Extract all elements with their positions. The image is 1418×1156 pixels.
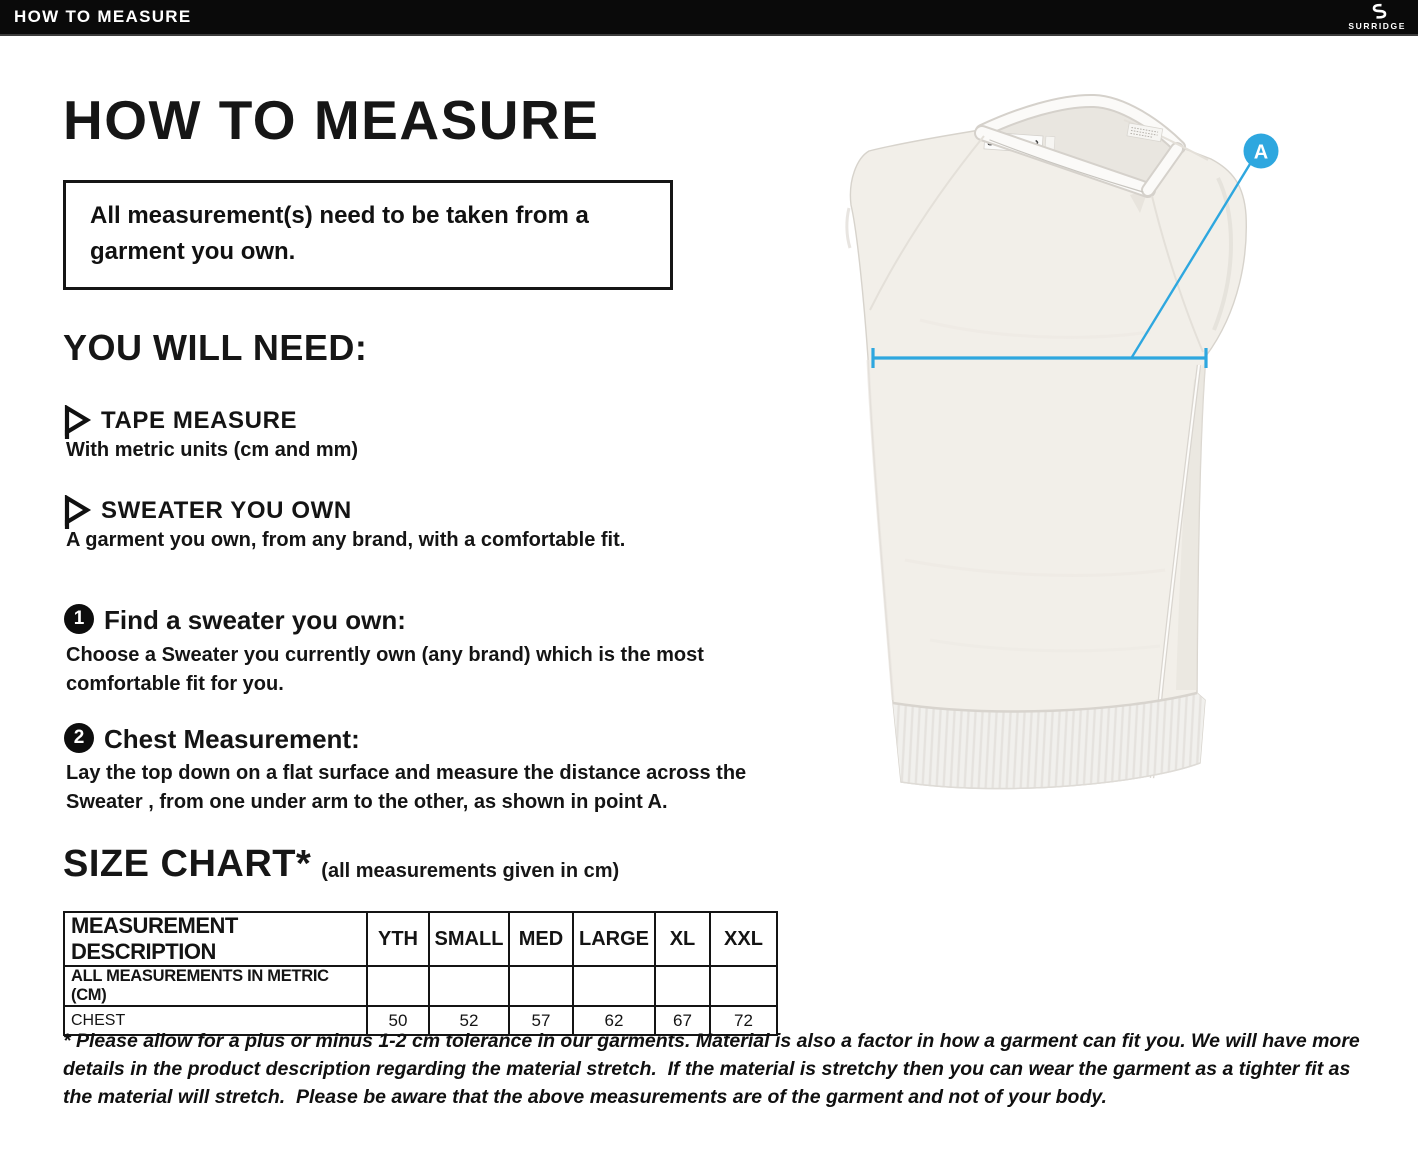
step-1-description: Choose a Sweater you currently own (any brand) which is the most comfortable fit for you.	[66, 644, 704, 695]
need-item-desc-sweater: A garment you own, from any brand, with a comfortable fit.	[66, 529, 626, 551]
step-2-description: Lay the top down on a flat surface and measure the distance across the Sweater , from one under arm to the other, as shown in point A.	[66, 762, 747, 813]
table-header-cell: XL	[655, 912, 710, 966]
need-item-title-sweater: SWEATER YOU OWN	[101, 497, 352, 524]
size-chart-note: (all measurements given in cm)	[321, 860, 620, 882]
garment-diagram	[780, 70, 1340, 840]
surridge-s-icon	[1366, 3, 1388, 21]
step-2-number-badge: 2	[64, 723, 94, 753]
top-bar	[0, 0, 1418, 36]
table-header-row	[64, 912, 777, 966]
step-2-title: Chest Measurement:	[104, 724, 360, 754]
table-header-cell: MEASUREMENT DESCRIPTION	[64, 912, 367, 966]
table-cell: CHEST	[64, 1006, 367, 1035]
table-cell: 72	[710, 1006, 777, 1035]
brand-logo-text: SURRIDGE	[1348, 21, 1406, 32]
table-cell	[429, 966, 509, 1006]
page-title: HOW TO MEASURE	[63, 89, 600, 151]
step-1-number-badge: 1	[64, 604, 94, 634]
table-row	[64, 966, 777, 1006]
table-cell: 62	[573, 1006, 655, 1035]
table-cell	[367, 966, 429, 1006]
size-chart-table	[63, 911, 778, 1036]
table-header-cell: XXL	[710, 912, 777, 966]
table-cell: ALL MEASUREMENTS IN METRIC (CM)	[64, 966, 367, 1006]
notice-text: All measurement(s) need to be taken from a garment you own.	[90, 202, 589, 265]
brand-logo	[1348, 3, 1418, 31]
table-cell: 50	[367, 1006, 429, 1035]
point-a-label: A	[1253, 141, 1269, 164]
table-cell: 67	[655, 1006, 710, 1035]
garment-neck-label-text: SURRIDGE	[987, 138, 1033, 151]
notice-box	[63, 180, 673, 290]
table-cell	[509, 966, 573, 1006]
need-item-desc-tape-measure: With metric units (cm and mm)	[66, 439, 359, 461]
size-chart-title: SIZE CHART*	[63, 843, 312, 885]
step-1-title: Find a sweater you own:	[104, 605, 406, 635]
garment-illustration	[847, 99, 1246, 789]
table-cell: 52	[429, 1006, 509, 1035]
table-header-cell: SMALL	[429, 912, 509, 966]
triangle-right-icon	[62, 495, 92, 531]
table-cell	[573, 966, 655, 1006]
table-header-cell: MED	[509, 912, 573, 966]
table-header-cell: YTH	[367, 912, 429, 966]
size-chart-heading	[63, 843, 619, 886]
table-header-cell: LARGE	[573, 912, 655, 966]
need-item-title-tape-measure: TAPE MEASURE	[101, 407, 298, 434]
top-bar-title: HOW TO MEASURE	[14, 7, 192, 26]
table-cell	[710, 966, 777, 1006]
table-cell	[655, 966, 710, 1006]
table-cell: 57	[509, 1006, 573, 1035]
you-will-need-heading: YOU WILL NEED:	[63, 327, 368, 368]
disclaimer-text: * Please allow for a plus or minus 1-2 cm tolerance in our garments. Material is also a factor in how a garment can fit you. We will have more details in the product description regarding the material stretch. If the material is stretchy then you can wear the garment as a tighter fit as the material will stretch. Please be aware that the above measurements are of the garment and not of your body.	[63, 1030, 1366, 1108]
triangle-right-icon	[62, 405, 92, 441]
